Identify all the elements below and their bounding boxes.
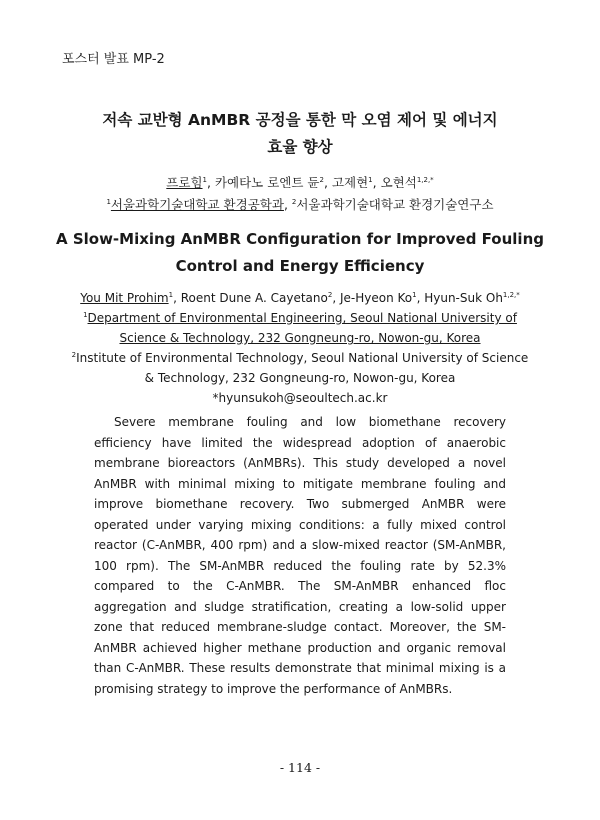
english-affiliation-2-line-1: Institute of Environmental Technology, Seoul National University of Science [76,351,529,365]
korean-author-name: 고제현 [331,175,369,190]
korean-author-block [40,172,560,216]
english-author-name: You Mit Prohim [80,291,169,305]
korean-affiliation-2: 서울과학기술대학교 환경기술연구소 [296,197,494,212]
abstract-paragraph: Severe membrane fouling and low biomethane recovery efficiency have limited the widespread adoption of anaerobic membrane bioreactors (AnMBRs). This study developed a novel AnMBR with minimal mixing to mitigate membrane fouling and improve biomethane recovery. Two submerged AnMBR were operated under varying mixing conditions: a fully mixed control reactor (C-AnMBR, 400 rpm) and a slow-mixed reactor (SM-AnMBR, 100 rpm). The SM-AnMBR reduced the fouling rate by 52.3% compared to the C-AnMBR. The SM-AnMBR enhanced floc aggregation and sludge stratification, creating a low-solid upper zone that reduced membrane-sludge contact. Moreover, the SM-AnMBR achieved higher methane production and organic removal than C-AnMBR. These results demonstrate that minimal mixing is a promising strategy to improve the performance of AnMBRs. [94,415,506,696]
korean-affiliation-1: 서울과학기술대학교 환경공학과 [110,197,284,212]
korean-title-line-2: 효율 향상 [267,138,333,156]
english-title [50,226,550,280]
session-label: 포스터 발표 MP-2 [62,52,165,67]
author-affiliation-mark: 1 [368,175,373,184]
korean-author-name: 오현석 [380,175,417,190]
author-affiliation-mark: 1 [202,175,207,184]
english-author-block [60,288,540,408]
author-affiliation-mark: 1 [412,291,417,299]
korean-author-list: 프로힘$^1$, 카예타노 로엔트 듄$^2$, 고제현$^1$, 오현석$^{1,2,*}$ [166,175,434,190]
english-affiliation-2-line-2: & Technology, 232 Gongneung-ro, Nowon-gu, Korea [144,371,456,385]
english-affiliation-1-line-2: Science & Technology, 232 Gongneung-ro, Nowon-gu, Korea [119,331,481,345]
english-author-name: Roent Dune A. Cayetano [180,291,328,305]
korean-title [60,107,540,161]
english-title-line-1: A Slow-Mixing AnMBR Configuration for Improved Fouling [55,230,544,248]
author-affiliation-mark: 1,2,* [502,291,520,299]
english-title-line-2: Control and Energy Efficiency [175,257,425,275]
page-number: - 114 - [279,760,321,775]
korean-author-name: 카예타노 로엔트 듄 [214,175,320,190]
author-affiliation-mark: 2 [319,175,324,184]
corresponding-email: *hyunsukoh@seoultech.ac.kr [212,391,388,405]
english-author-list: You Mit Prohim$^1$, Roent Dune A. Cayetano$^2$, Je-Hyeon Ko$^1$, Hyun-Suk $Oh^{1,2,*}$ [80,291,520,305]
affiliation-mark: 1 [83,311,88,319]
korean-title-line-1: 저속 교반형 AnMBR 공정을 통한 막 오염 제어 및 에너지 [102,111,498,129]
affiliation-mark: 1 [106,197,111,206]
english-affiliation-1 [60,308,540,348]
affiliation-mark: 2 [71,351,77,359]
korean-affiliations: $^1$서울과학기술대학교 환경공학과, $^2$서울과학기술대학교 환경기술연구소 [106,197,494,212]
english-affiliation-2 [60,348,540,388]
korean-author-name: 프로힘 [166,175,203,190]
author-affiliation-mark: 1 [168,291,174,299]
author-affiliation-mark: 2 [327,291,333,299]
affiliation-mark: 2 [291,197,297,206]
author-affiliation-mark: 1,2,* [416,175,434,184]
english-author-name: Hyun-Suk Oh [424,291,503,305]
english-affiliation-1-line-1: Department of Environmental Engineering, Seoul National University of [87,311,517,325]
english-author-name: Je-Hyeon Ko [339,291,413,305]
